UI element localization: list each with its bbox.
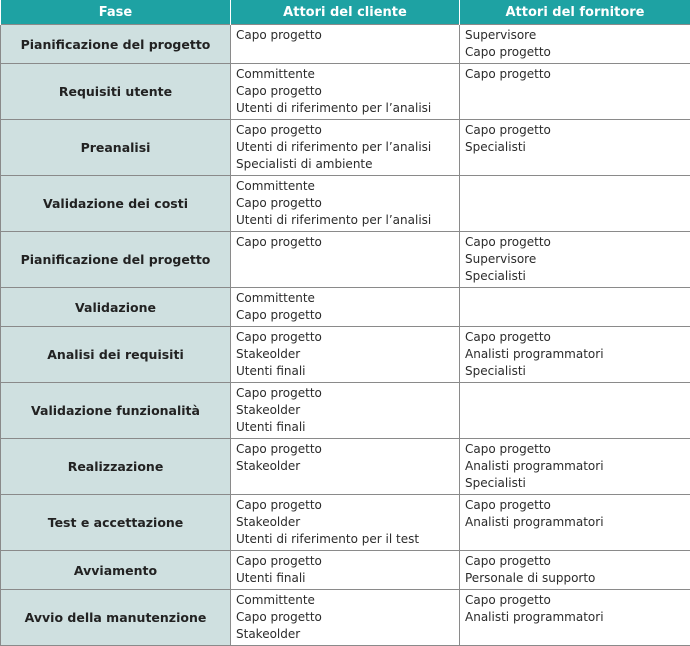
actor-line: Stakeolder xyxy=(236,459,301,473)
phase-cell: Pianificazione del progetto xyxy=(1,232,231,288)
actor-line: Analisti programmatori xyxy=(465,610,604,624)
phase-cell: Validazione xyxy=(1,288,231,327)
actor-line: Utenti finali xyxy=(236,364,306,378)
actor-line: Capo progetto xyxy=(465,498,551,512)
actor-line: Committente xyxy=(236,593,315,607)
actor-line: Capo progetto xyxy=(236,610,322,624)
phase-cell: Test e accettazione xyxy=(1,495,231,551)
actor-line: Committente xyxy=(236,67,315,81)
client-actors-cell xyxy=(231,327,460,383)
actor-line: Supervisore xyxy=(465,252,537,266)
client-actors-cell xyxy=(231,551,460,590)
actor-line: Capo progetto xyxy=(465,123,551,137)
phase-cell: Validazione funzionalità xyxy=(1,383,231,439)
client-actors-cell xyxy=(231,495,460,551)
table-row xyxy=(1,327,690,383)
table-row xyxy=(1,288,690,327)
supplier-actors-cell xyxy=(460,495,690,551)
client-actors-cell xyxy=(231,176,460,232)
actor-line: Capo progetto xyxy=(236,235,322,249)
table-row xyxy=(1,232,690,288)
table-row xyxy=(1,590,690,646)
actor-line: Analisti programmatori xyxy=(465,347,604,361)
actor-line: Utenti finali xyxy=(236,420,306,434)
actor-line: Capo progetto xyxy=(465,67,551,81)
supplier-actors-cell xyxy=(460,439,690,495)
table-row xyxy=(1,176,690,232)
supplier-actors-cell xyxy=(460,551,690,590)
actor-line: Capo progetto xyxy=(465,442,551,456)
actor-line: Capo progetto xyxy=(236,498,322,512)
phase-cell: Validazione dei costi xyxy=(1,176,231,232)
phase-cell: Pianificazione del progetto xyxy=(1,25,231,64)
table-row xyxy=(1,551,690,590)
actor-line: Specialisti xyxy=(465,269,526,283)
table-row xyxy=(1,439,690,495)
supplier-actors-cell xyxy=(460,327,690,383)
actor-line: Capo progetto xyxy=(236,123,322,137)
actor-line: Capo progetto xyxy=(465,593,551,607)
actor-line: Analisti programmatori xyxy=(465,459,604,473)
actor-line: Committente xyxy=(236,291,315,305)
supplier-actors-cell xyxy=(460,120,690,176)
actor-line: Capo progetto xyxy=(236,442,322,456)
client-actors-cell xyxy=(231,439,460,495)
header-fase: Fase xyxy=(1,0,231,25)
actor-line: Capo progetto xyxy=(236,386,322,400)
actor-line: Capo progetto xyxy=(465,45,551,59)
actor-line: Stakeolder xyxy=(236,347,301,361)
header-attori-fornitore: Attori del fornitore xyxy=(460,0,690,25)
actor-line: Utenti di riferimento per il test xyxy=(236,532,420,546)
actor-line: Capo progetto xyxy=(236,554,322,568)
actor-line: Capo progetto xyxy=(465,330,551,344)
actor-line: Capo progetto xyxy=(236,196,322,210)
supplier-actors-cell xyxy=(460,176,690,232)
phase-cell: Requisiti utente xyxy=(1,64,231,120)
table-body xyxy=(1,25,690,646)
table-row xyxy=(1,25,690,64)
actor-line: Specialisti di ambiente xyxy=(236,157,373,171)
client-actors-cell xyxy=(231,64,460,120)
actor-line: Capo progetto xyxy=(236,28,322,42)
actor-line: Specialisti xyxy=(465,140,526,154)
phase-cell: Analisi dei requisiti xyxy=(1,327,231,383)
actor-line: Utenti di riferimento per l’analisi xyxy=(236,140,432,154)
client-actors-cell xyxy=(231,383,460,439)
supplier-actors-cell xyxy=(460,590,690,646)
phase-cell: Avviamento xyxy=(1,551,231,590)
header-row xyxy=(1,0,690,25)
actor-line: Specialisti xyxy=(465,364,526,378)
phase-cell: Realizzazione xyxy=(1,439,231,495)
actor-line: Capo progetto xyxy=(236,330,322,344)
header-attori-cliente: Attori del cliente xyxy=(231,0,460,25)
client-actors-cell xyxy=(231,288,460,327)
actor-line: Capo progetto xyxy=(236,308,322,322)
client-actors-cell xyxy=(231,25,460,64)
supplier-actors-cell xyxy=(460,288,690,327)
phase-cell: Preanalisi xyxy=(1,120,231,176)
actor-line: Utenti di riferimento per l’analisi xyxy=(236,213,432,227)
phase-cell: Avvio della manutenzione xyxy=(1,590,231,646)
actor-line: Specialisti xyxy=(465,476,526,490)
supplier-actors-cell xyxy=(460,232,690,288)
table-row xyxy=(1,383,690,439)
supplier-actors-cell xyxy=(460,25,690,64)
actor-line: Capo progetto xyxy=(465,235,551,249)
actor-line: Stakeolder xyxy=(236,627,301,641)
actor-line: Utenti di riferimento per l’analisi xyxy=(236,101,432,115)
table-row xyxy=(1,64,690,120)
actor-line: Analisti programmatori xyxy=(465,515,604,529)
actor-line: Stakeolder xyxy=(236,403,301,417)
actor-line: Utenti finali xyxy=(236,571,306,585)
actor-line: Supervisore xyxy=(465,28,537,42)
supplier-actors-cell xyxy=(460,383,690,439)
table-row xyxy=(1,120,690,176)
client-actors-cell xyxy=(231,120,460,176)
client-actors-cell xyxy=(231,232,460,288)
actor-line: Committente xyxy=(236,179,315,193)
actor-line: Capo progetto xyxy=(465,554,551,568)
actor-line: Stakeolder xyxy=(236,515,301,529)
client-actors-cell xyxy=(231,590,460,646)
table-row xyxy=(1,495,690,551)
actor-line: Capo progetto xyxy=(236,84,322,98)
actor-line: Personale di supporto xyxy=(465,571,596,585)
supplier-actors-cell xyxy=(460,64,690,120)
